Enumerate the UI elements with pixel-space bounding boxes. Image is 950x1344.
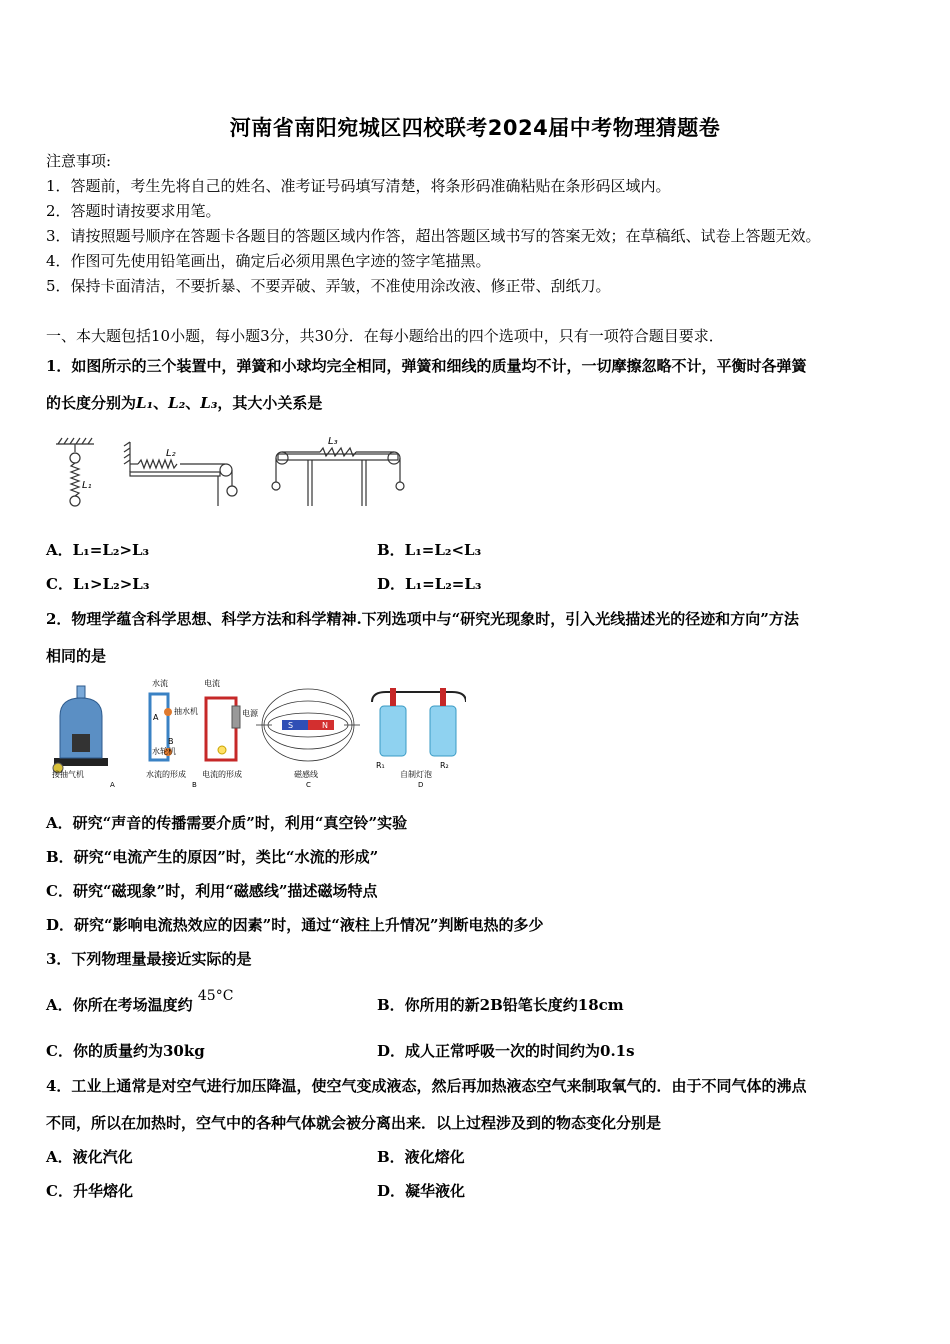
q4-stem-line2: 不同，所以在加热时，空气中的各种气体就会被分离出来．以上过程涉及到的物态变化分别是 <box>46 1114 662 1132</box>
q3-option-a-value: 45 <box>197 988 216 1004</box>
q2-b-source: 电源 <box>242 709 258 718</box>
q2-b-turbine: 水轮机 <box>152 747 176 756</box>
q2-b-a: A <box>153 713 159 722</box>
section-heading: 一、本大题包括10小题，每小题3分，共30分．在每小题给出的四个选项中，只有一项符合题目要求． <box>46 327 724 345</box>
q2-c-south-pole <box>282 720 308 730</box>
q3-option-a-temp <box>198 988 234 1004</box>
q2-option-d[interactable]: D．研究“影响电流热效应的因素”时，通过“液柱上升情况”判断电热的多少 <box>46 916 544 934</box>
q2-d-r2: R₂ <box>440 761 449 770</box>
q1-option-c[interactable]: C．L₁>L₂>L₃ <box>46 575 150 593</box>
q1-var-l1: L₁ <box>136 394 154 412</box>
q2-b-cap1: 水流的形成 <box>146 770 186 779</box>
q2-a-label: 接抽气机 <box>52 770 84 779</box>
q1-figure <box>50 432 420 512</box>
q2-d-label: 自制灯泡 <box>400 770 432 779</box>
q1-option-a[interactable]: A．L₁=L₂>L₃ <box>46 541 150 559</box>
q2-c-north-pole <box>308 720 334 730</box>
q2-b-letter: B <box>192 781 197 789</box>
q2-d-letter: D <box>418 781 424 789</box>
q1-device-hanging-spring <box>56 438 94 506</box>
q2-option-b[interactable]: B．研究“电流产生的原因”时，类比“水流的形成” <box>46 848 379 866</box>
q3-option-c[interactable]: C．你的质量约为30kg <box>46 1042 205 1060</box>
q1-stem-pre: 的长度分别为 <box>46 394 137 412</box>
q1-var-l2: L₂ <box>168 394 186 412</box>
q3-option-d[interactable]: D．成人正常呼吸一次的时间约为0.1s <box>377 1042 635 1060</box>
notice-item-2: 2．答题时请按要求用笔。 <box>46 202 221 220</box>
q2-c-label: 磁感线 <box>294 770 318 779</box>
q2-c-s: S <box>288 721 294 730</box>
notice-heading: 注意事项: <box>46 152 112 170</box>
notice-item-5: 5．保持卡面清洁，不要折暴、不要弄破、弄皱，不准使用涂改液、修正带、刮纸刀。 <box>46 277 611 295</box>
q1-option-b[interactable]: B．L₁=L₂<L₃ <box>377 541 482 559</box>
q4-option-b[interactable]: B．液化熔化 <box>377 1148 465 1166</box>
q2-option-c[interactable]: C．研究“磁现象”时，利用“磁感线”描述磁场特点 <box>46 882 378 900</box>
q2-b-b: B <box>168 737 174 746</box>
q1-device-two-pulleys <box>272 448 404 506</box>
q2-c-n: N <box>322 721 328 730</box>
q2-b-water: 水流 <box>152 679 168 688</box>
q2-c-letter: C <box>306 781 311 789</box>
q3-option-a-unit: °C <box>215 988 234 1004</box>
q1-stem-line1: 1．如图所示的三个装置中，弹簧和小球均完全相同，弹簧和细线的质量均不计，一切摩擦忽略不计，平衡时各弹簧 <box>46 357 807 375</box>
page-title: 河南省南阳宛城区四校联考2024届中考物理猜题卷 <box>229 116 721 140</box>
q4-option-a[interactable]: A．液化汽化 <box>46 1148 133 1166</box>
q2-a-letter: A <box>110 781 115 789</box>
q2-stem-line1: 2．物理学蕴含科学思想、科学方法和科学精神.下列选项中与“研究光现象时，引入光线描述光的径迹和方向”方法 <box>46 610 799 628</box>
q2-option-a[interactable]: A．研究“声音的传播需要介质”时，利用“真空铃”实验 <box>46 814 408 832</box>
q3-stem: 3．下列物理量最接近实际的是 <box>46 950 252 968</box>
q1-var-l3: L₃ <box>200 394 218 412</box>
notice-item-4: 4．作图可先使用铅笔画出，确定后必须用黑色字迹的签字笔描黑。 <box>46 252 491 270</box>
q2-d-r1: R₁ <box>376 761 385 770</box>
q3-option-a[interactable] <box>46 988 234 1016</box>
q3-option-b[interactable]: B．你所用的新2B铅笔长度约18cm <box>377 996 624 1014</box>
q2-b-pump: 抽水机 <box>174 707 198 716</box>
q2-b-current: 电流 <box>204 679 220 688</box>
q4-option-d[interactable]: D．凝华液化 <box>377 1182 466 1200</box>
q3-option-a-text: A．你所在考场温度约 <box>46 996 193 1014</box>
q1-label-l3: L₃ <box>328 436 338 447</box>
q1-stem-line2: 的长度分别为L₁、L₂、L₃，其大小关系是 <box>46 394 323 412</box>
notice-item-1: 1．答题前，考生先将自己的姓名、准考证号码填写清楚，将条形码准确粘贴在条形码区域内。 <box>46 177 671 195</box>
q4-stem-line1: 4．工业上通常是对空气进行加压降温，使空气变成液态，然后再加热液态空气来制取氧气的．由于不同气体的沸点 <box>46 1077 807 1095</box>
q2-stem-line2: 相同的是 <box>46 647 107 665</box>
q1-device-pulley-spring <box>124 442 237 506</box>
q1-label-l2: L₂ <box>166 448 176 459</box>
q4-option-c[interactable]: C．升华熔化 <box>46 1182 133 1200</box>
q1-label-l1: L₁ <box>82 480 92 491</box>
notice-item-3: 3．请按照题号顺序在答题卡各题目的答题区域内作答，超出答题区域书写的答案无效；在草稿纸、试卷上答题无效。 <box>46 227 821 245</box>
q1-option-d[interactable]: D．L₁=L₂=L₃ <box>377 575 482 593</box>
q2-figure-a-bell-jar <box>53 686 108 773</box>
q1-stem-post: ，其大小关系是 <box>217 394 323 412</box>
q2-figure <box>46 676 466 794</box>
q2-figure-d-bulbs <box>372 688 466 756</box>
q2-b-cap2: 电流的形成 <box>202 770 242 779</box>
